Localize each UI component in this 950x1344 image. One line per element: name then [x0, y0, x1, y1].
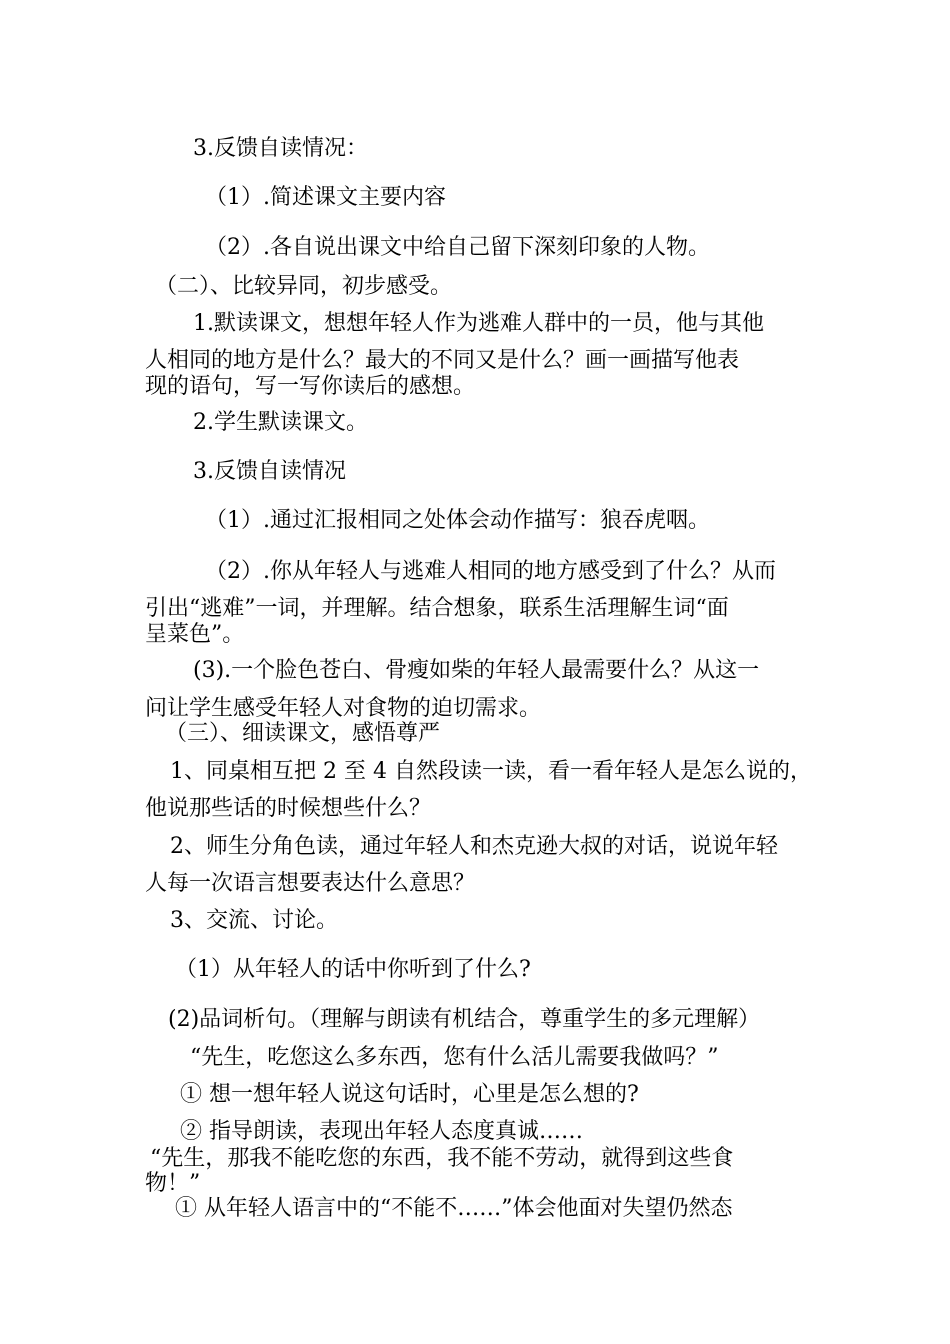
text-line: 人每一次语言想要表达什么意思？: [145, 871, 476, 896]
text-line: (2)品词析句。（理解与朗读有机结合，尊重学生的多元理解）: [168, 1007, 761, 1032]
text-line: ① 想一想年轻人说这句话时，心里是怎么想的?: [180, 1082, 639, 1107]
quote-line: 物！”: [145, 1171, 201, 1196]
text-line: 3.反馈自读情况：: [193, 136, 368, 161]
text-line: (3).一个脸色苍白、骨瘦如柴的年轻人最需要什么？从这一: [193, 658, 760, 683]
text-line: 人相同的地方是什么？最大的不同又是什么？画一画描写他表: [145, 348, 740, 373]
quote-line: “先生，那我不能吃您的东西，我不能不劳动，就得到这些食: [150, 1146, 734, 1171]
text-line: （1）.简述课文主要内容: [205, 185, 446, 210]
text-line: 3.反馈自读情况: [193, 459, 346, 484]
text-line: 呈菜色”。: [145, 622, 245, 647]
quote-line: “先生，吃您这么多东西，您有什么活儿需要我做吗？”: [190, 1045, 719, 1070]
text-line: 2、师生分角色读，通过年轻人和杰克逊大叔的对话，说说年轻: [170, 834, 778, 859]
text-line: 现的语句，写一写你读后的感想。: [145, 374, 476, 399]
text-line: （2）.各自说出课文中给自己留下深刻印象的人物。: [205, 235, 710, 260]
text-line: 引出“逃难”一词，并理解。结合想象，联系生活理解生词“面: [145, 596, 729, 621]
text-line: （2）.你从年轻人与逃难人相同的地方感受到了什么？从而: [205, 559, 776, 584]
text-line: 问让学生感受年轻人对食物的迫切需求。: [145, 696, 542, 721]
section-heading: （三）、细读课文，感悟尊严: [165, 721, 441, 746]
text-line: （1）从年轻人的话中你听到了什么?: [175, 957, 531, 982]
text-line: 3、交流、讨论。: [170, 908, 338, 933]
text-line: 他说那些话的时候想些什么？: [145, 796, 432, 821]
text-line: 2.学生默读课文。: [193, 410, 368, 435]
text-line: ① 从年轻人语言中的“不能不……”体会他面对失望仍然态: [175, 1196, 733, 1221]
text-line: 1、同桌相互把 2 至 4 自然段读一读，看一看年轻人是怎么说的，: [170, 759, 812, 784]
text-line: 1.默读课文，想想年轻人作为逃难人群中的一员，他与其他: [193, 311, 764, 336]
section-heading: （二）、比较异同，初步感受。: [155, 274, 453, 299]
text-line: （1）.通过汇报相同之处体会动作描写：狼吞虎咽。: [205, 508, 710, 533]
text-line: ② 指导朗读，表现出年轻人态度真诚……: [180, 1119, 583, 1144]
